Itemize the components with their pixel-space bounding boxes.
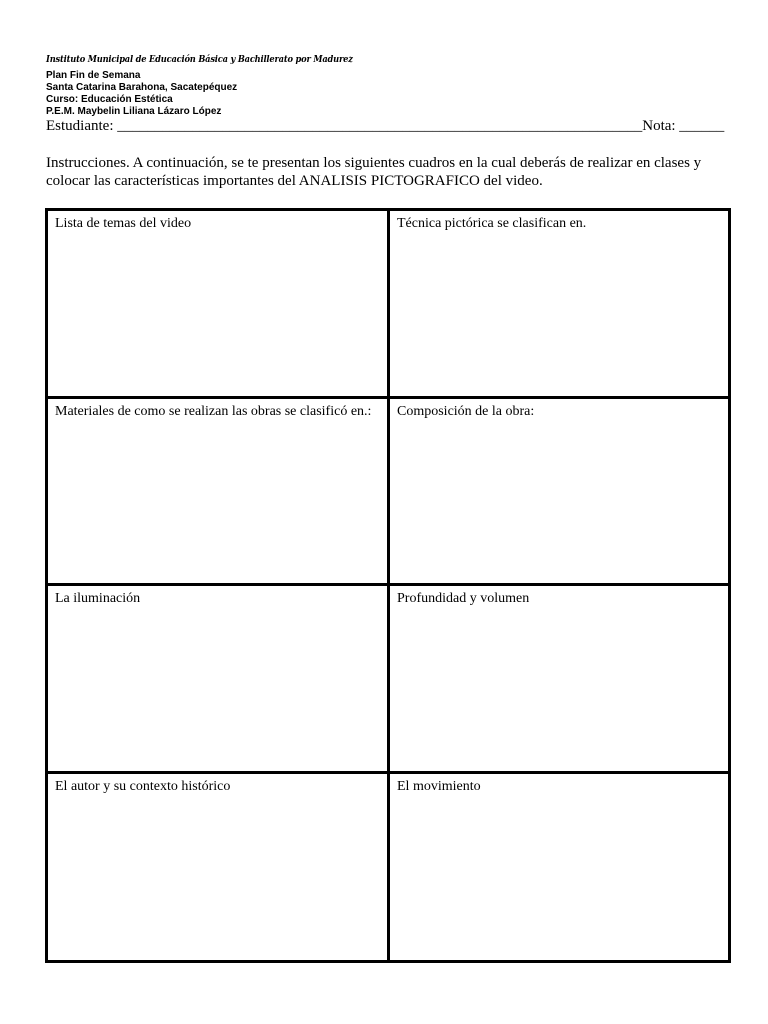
box-label: Profundidad y volumen (397, 591, 530, 606)
box-tecnica-pictorica (390, 211, 731, 399)
box-iluminacion (48, 586, 390, 774)
box-label: La iluminación (55, 591, 141, 606)
box-label: El autor y su contexto histórico (55, 779, 231, 794)
teacher-line: P.E.M. Maybelin Liliana Lázaro López (46, 106, 222, 117)
box-label: Técnica pictórica se clasifican en. (397, 216, 587, 231)
instructions-text: Instrucciones. A continuación, se te presentan los siguientes cuadros en la cual deberás de realizar en clases y colocar las características importantes del ANALISIS PICTOGRAFICO del video. (46, 155, 702, 189)
analysis-table (45, 208, 731, 963)
box-composicion (390, 399, 731, 586)
box-label: Lista de temas del video (55, 216, 192, 231)
institute-title: Instituto Municipal de Educación Básica y Bachillerato por Madurez (46, 55, 353, 65)
box-autor-contexto (48, 774, 390, 960)
student-name-grade-line: Estudiante: ______________________________________________________________________Nota: ______ (46, 118, 725, 134)
box-movimiento (390, 774, 731, 960)
plan-line: Plan Fin de Semana (46, 70, 141, 81)
box-label: Composición de la obra: (397, 404, 535, 419)
box-materiales (48, 399, 390, 586)
header-info (46, 70, 237, 118)
course-line: Curso: Educación Estética (46, 94, 173, 105)
location-line: Santa Catarina Barahona, Sacatepéquez (46, 82, 238, 93)
box-lista-de-temas (48, 211, 390, 399)
box-label: Materiales de como se realizan las obras se clasificó en.: (55, 404, 372, 419)
box-profundidad-volumen (390, 586, 731, 774)
box-label: El movimiento (397, 779, 481, 794)
